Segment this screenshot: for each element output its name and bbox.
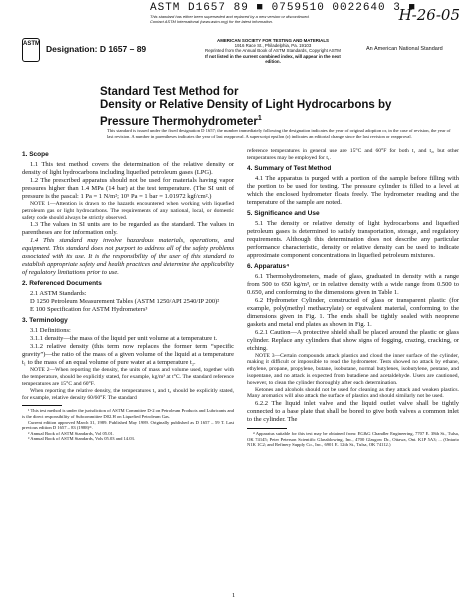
section-heading: 4. Summary of Test Method [247,164,332,172]
footnote-divider [22,405,62,406]
note: NOTE 1—Attention is drawn to the hazards encountered when working with liquefied petroleum gas or light hydrocarbons. The requirements of any national, local, or domestic safety code should always be strictly observed. [22,201,234,221]
paragraph: 1.1 This test method covers the determination of the relative density or density of light hydrocarbons including liquefied petroleum gases (LPG). [22,161,234,176]
paragraph: 1.3 The values in SI units are to be regarded as the standard. The values in parentheses are for information only. [22,221,234,237]
society-line: AMERICAN SOCIETY FOR TESTING AND MATERIALS [217,38,329,43]
section-heading: 5. Significance and Use [247,209,320,217]
note: NOTE 2—When reporting the density, the units of mass and volume used, together with the temperature, should be explicitly stated, for example, kg/m³ at t°C. The standard reference temperatures are 15°C and 60°F. [22,367,234,387]
paragraph: 6.1 Thermohydrometers, made of glass, graduated in density with a range from 500 to 650 kg/m³, or in relative density with a wide range from 0.500 to 0.650, and conforming to the dimensions given in Table 1. [247,272,459,296]
paragraph: 4.1 The apparatus is purged with a portion of the sample before filling with the portion to be used for testing. The pressure cylinder is filled to a level at which the enclosed hydrometer floats freely. The hydrometer reading and the temperature of the sample are noted. [247,174,459,206]
paragraph: 6.2.1 Caution—A protective shield shall be placed around the plastic or glass cylinder. Replace any cylinders that show signs of fogging, crazing, cracking, or etching. [247,328,459,352]
society-info [198,38,348,64]
standard-issuance-note: This standard is issued under the fixed designation D 1657; the number immediately following the designation indicates the year of original adoption or, in the case of revision, the year of last revision. A number in parentheses indicates the year of last reapproval. A superscript epsilon (ε) indicates an editorial change since the last revision or reapproval. [107,128,451,139]
designation: Designation: D 1657 – 89 [46,44,147,54]
footnote: ³ Annual Book of ASTM Standards, Vols 05.03 and 14.03. [28,436,135,442]
title-line: Standard Test Method for [100,86,239,98]
superseded-notice: This standard has either been superseded and replaced by a new version or discontinued. Contact ASTM International (www.astm.org) for the latest information. [150,14,310,24]
society-line: Reprinted from the Annual Book of ASTM Standards, Copyright ASTM [205,48,341,54]
document-title [100,86,391,129]
paragraph: 3.1.1 density—the mass of the liquid per unit volume at a temperature t. [30,335,218,343]
astm-logo-icon: ASTM [22,38,40,62]
title-line: Density or Relative Density of Light Hydrocarbons by [100,99,392,111]
page-number: 1 [232,592,236,599]
note: When reporting the relative density, the temperatures t₁ and t₂ should be explicitly stated, for example, relative density 60/60°F. The standard [22,387,234,401]
footnote: ² Annual Book of ASTM Standards, Vol 05.01. [28,430,114,436]
paragraph: 1.4 This standard may involve hazardous materials, operations, and equipment. This standard does not purport to address all of the safety problems associated with its use. It is the responsibility of the user of this standard to establish appropriate safety and health practices and determine the applicability of regulatory limitations prior to use. [22,237,234,277]
paragraph: 6.2.2 The liquid inlet valve and the liquid outlet valve shall be tightly connected to a base plate that shall be bored to give both valves a common inlet to the cylinder. The [247,400,459,424]
paragraph: 2.1 ASTM Standards: [30,290,87,298]
right-column [247,148,459,448]
paragraph: 1.2 The prescribed apparatus should not be used for materials having vapor pressures higher than 1.4 MPa (14 bar) at the test temperature. (The SI unit of pressure is the pascal: 1 Pa = 1 N/m²; 10⁵ Pa = 1 bar = 1.01972 kgf/cm².) [22,177,234,200]
paragraph: 3.1.2 relative density (this term now replaces the former term “specific gravity”)—the ratio of the mass of a given volume of the liquid at a temperature t₁ to the mass of an equal volume of pure water at a temperature t₂. [22,343,234,367]
reference-item: E 100 Specification for ASTM Hydrometers³ [30,306,148,314]
handwritten-date: H-26-05 [398,6,460,24]
footnote: Current edition approved March 31, 1989. Published May 1989. Originally published as D 1657 – 59 T. Last previous edition D 1657 – 83 (1988)ᵉ¹. [22,419,234,431]
american-national-standard-label: An American National Standard [366,46,443,52]
paragraph: 5.1 The density or relative density of light hydrocarbons and liquefied petroleum gases is determined to satisfy transportation, storage, and regulatory requirements. Although this determination does not describe any particular performance characteristic, density or relative density can be used to indicate approximate component concentrations in liquefied petroleum mixtures. [247,219,459,259]
reference-item: D 1250 Petroleum Measurement Tables (ASTM 1250/API 2540/IP 200)² [30,298,220,306]
left-column [22,148,234,442]
note-continuation: reference temperatures in general use are 15°C and 60°F for both t₁ and t₂, but other temperatures may be employed for t₁. [247,148,459,161]
section-heading: 2. Referenced Documents [22,280,102,288]
section-heading: 1. Scope [22,151,49,158]
paragraph: 3.1 Definitions: [30,327,71,335]
society-line: 1916 Race St., Philadelphia, Pa. 19103 [234,43,312,49]
section-heading: 3. Terminology [22,317,68,325]
note: NOTE 3—Certain compounds attack plastics and cloud the inner surface of the cylinder, making it difficult or impossible to read the hydrometer. Tests showed no attack by ethane, ethylene, propane, propylene, butane, isobutane, normal butylenes, isobutylene, pentane, and isopentane, and no attack is expected from butadiene and acetaldehyde. Users are cautioned, however, to clean the cylinder thoroughly after each determination. [247,352,459,386]
title-footnote-ref: 1 [257,115,262,122]
footnote: ⁴ Apparatus suitable for this test may be obtained from: EG&G Chandler Engineering, 7707 E. 38th St., Tulsa, OK 74145; Peter Peterson Scientific Glassblowing, Inc., 4700 Glasgow Dr., Ottawa, Ont. K1P 5A3; ... (Ontario N1K 1C2; and Refinery Supply Co., Inc., 6901 E. 12th St., Tulsa, OK 74112.) [247,431,459,448]
title-text: Pressure Thermohydrometer [100,115,258,128]
section-heading: 6. Apparatus⁴ [247,262,290,270]
note: Ketones and alcohols should not be used for cleaning as they attack and weaken plastics. Many aromatics will also attack the surface of plastics and should similarly not be used. [247,386,459,400]
paragraph: 6.2 Hydrometer Cylinder, constructed of glass or transparent plastic (for example, poly(methyl methacrylate) or equivalent material, conforming to the dimensions given in Fig. 1. The ends shall be tightly sealed with neoprene gaskets and metal end plates as shown in Fig. 1. [247,296,459,328]
footnote: ¹ This test method is under the jurisdiction of ASTM Committee D-2 on Petroleum Products and Lubricants and is the direct responsibility of Subcommittee D02.H on Liquefied Petroleum Gas. [22,408,234,419]
document-control-number: ASTM D1657 89 ■ 0759510 0022640 3 ■ [150,2,417,14]
footnote-divider [247,428,287,429]
title-line [100,112,391,129]
society-line: If not listed in the current combined index, will appear in the next edition. [205,53,341,64]
